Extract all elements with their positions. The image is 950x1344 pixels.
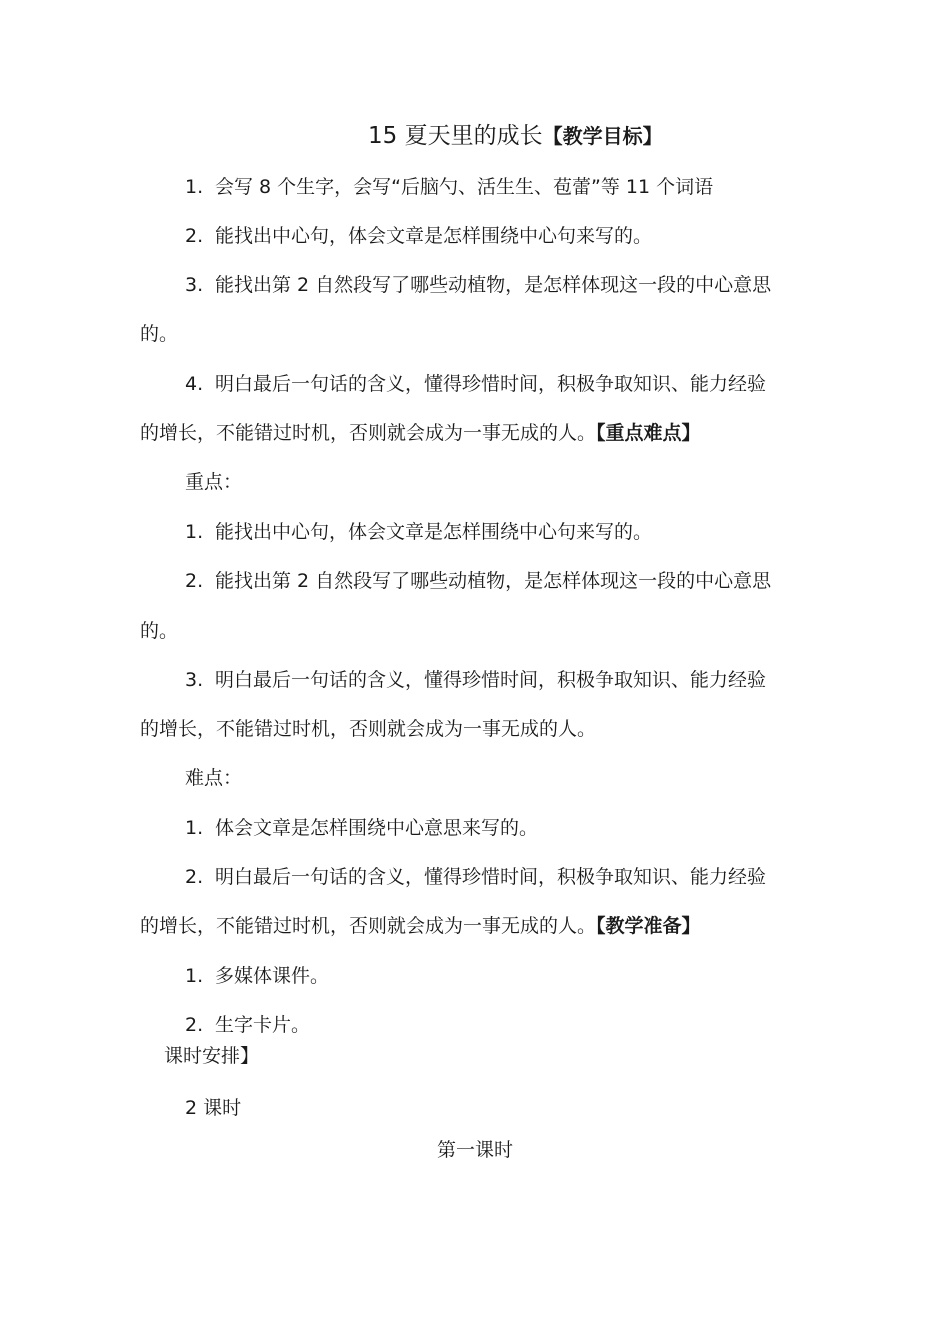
key-point-item: 3. 明白最后一句话的含义，懂得珍惜时间，积极争取知识、能力经验 [185, 669, 767, 691]
title-text: 15 夏天里的成长 [368, 123, 543, 149]
section-heading-key-difficult: 【重点难点】 [596, 422, 701, 444]
objective-item: 3. 能找出第 2 自然段写了哪些动植物，是怎样体现这一段的中心意思 [185, 274, 772, 296]
key-points-label: 重点： [185, 471, 243, 493]
key-point-continuation: 的增长，不能错过时机，否则就会成为一事无成的人。 [140, 718, 597, 740]
objective-item: 4. 明白最后一句话的含义，懂得珍惜时间，积极争取知识、能力经验 [185, 373, 767, 395]
key-point-item: 2. 能找出第 2 自然段写了哪些动植物，是怎样体现这一段的中心意思 [185, 570, 772, 592]
objective-item: 2. 能找出中心句，体会文章是怎样围绕中心句来写的。 [185, 225, 653, 247]
schedule-heading: 课时安排】 [164, 1045, 260, 1067]
lesson-heading: 第一课时 [436, 1139, 513, 1161]
preparation-item: 1. 多媒体课件。 [185, 965, 330, 987]
objective-item-continuation: 的增长，不能错过时机，否则就会成为一事无成的人。【重点难点】 [140, 422, 701, 444]
key-point-item: 1. 能找出中心句，体会文章是怎样围绕中心句来写的。 [185, 521, 653, 543]
difficult-points-label: 难点： [185, 767, 243, 789]
difficult-point-item: 2. 明白最后一句话的含义，懂得珍惜时间，积极争取知识、能力经验 [185, 866, 767, 888]
objective-item-continuation: 的。 [140, 323, 179, 345]
schedule-value: 2 课时 [185, 1097, 242, 1119]
preparation-item: 2. 生字卡片。 [185, 1014, 311, 1036]
key-point-continuation: 的。 [140, 620, 179, 642]
objective-item: 1. 会写 8 个生字，会写“后脑勺、活生生、苞蕾”等 11 个词语 [185, 176, 714, 198]
difficult-point-continuation: 的增长，不能错过时机，否则就会成为一事无成的人。【教学准备】 [140, 915, 701, 937]
section-heading-preparation: 【教学准备】 [596, 915, 701, 937]
difficult-point-item: 1. 体会文章是怎样围绕中心意思来写的。 [185, 817, 539, 839]
section-heading-objectives: 【教学目标】 [542, 124, 663, 148]
document-title [368, 122, 663, 150]
